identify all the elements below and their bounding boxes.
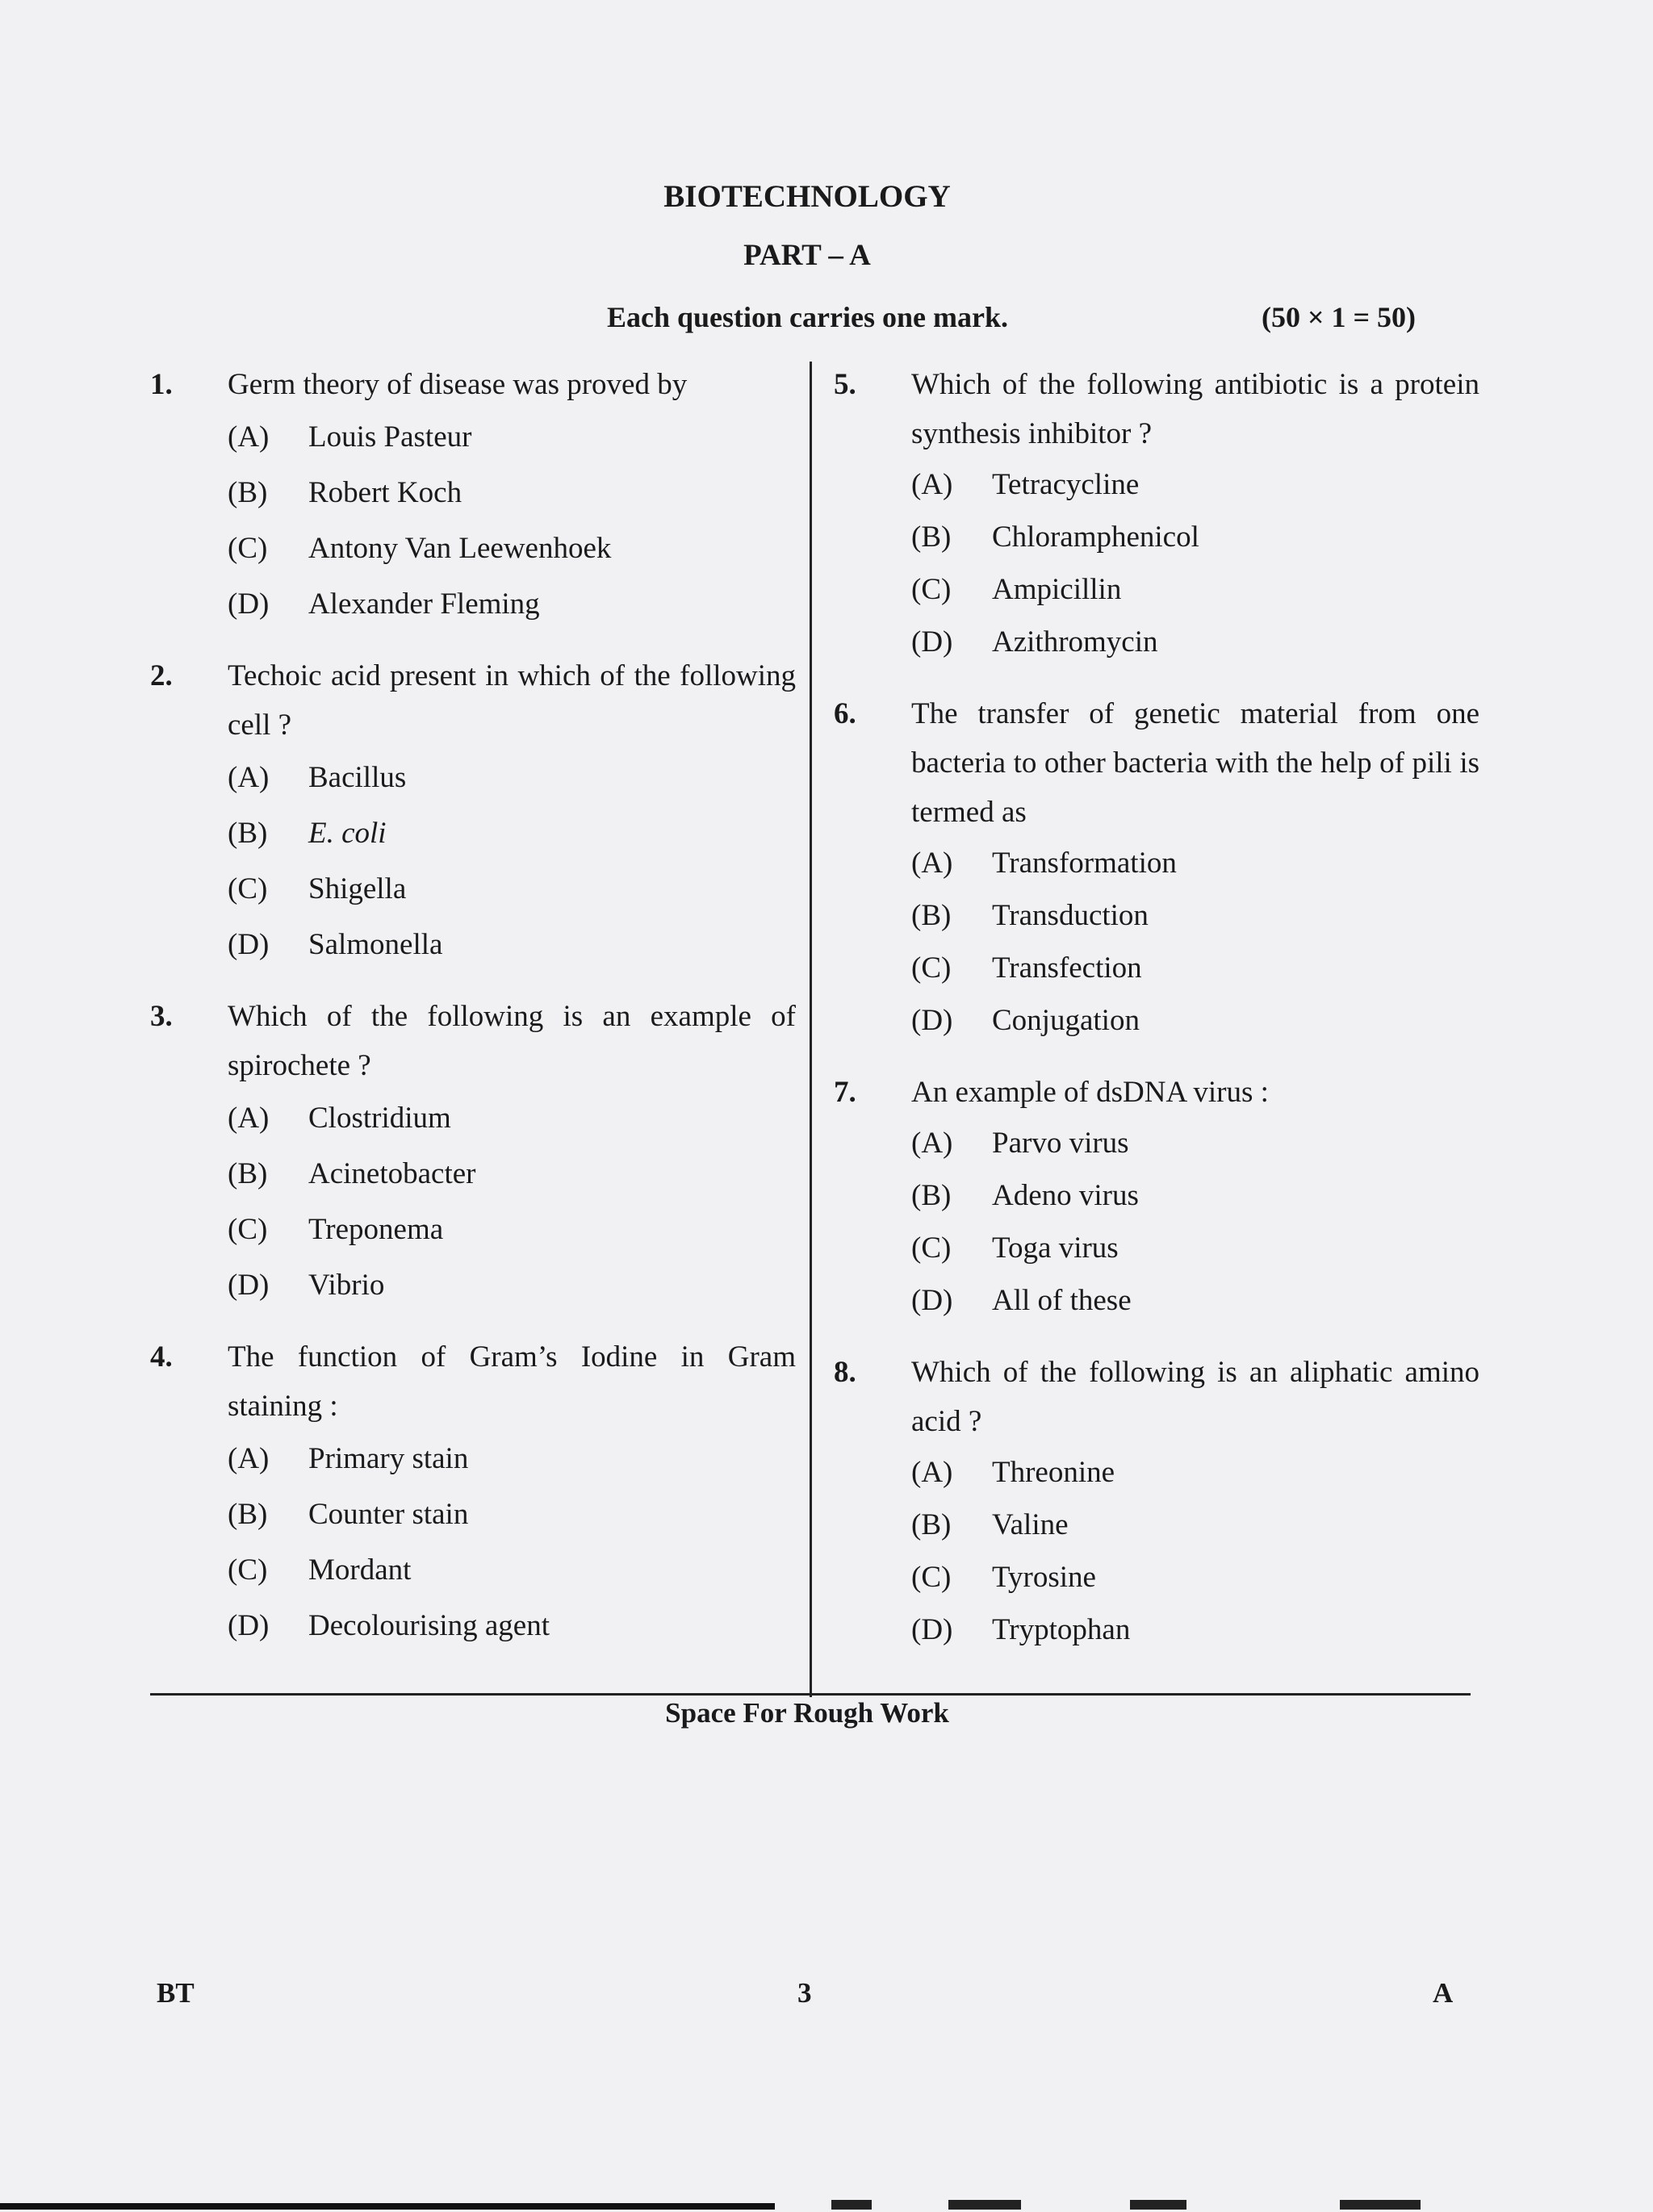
option-list xyxy=(228,1431,796,1654)
question-6 xyxy=(834,689,1479,1047)
bottom-scan-bar xyxy=(0,2203,775,2210)
question-number: 7. xyxy=(834,1076,856,1109)
footer-series: A xyxy=(1433,1977,1454,2009)
question-text: Germ theory of disease was proved by xyxy=(228,368,688,401)
option-list xyxy=(228,750,796,972)
option-list xyxy=(911,837,1479,1047)
right-column xyxy=(834,360,1479,1656)
option-c: (C) Ampicillin xyxy=(911,573,1122,606)
question-7 xyxy=(834,1068,1479,1327)
question-text: Which of the following is an aliphatic amino acid ? xyxy=(911,1356,1479,1438)
option-b: (B) Acinetobacter xyxy=(228,1157,476,1190)
option-a: (A) Transformation xyxy=(911,847,1177,880)
option-c: (C) Shigella xyxy=(228,872,407,905)
option-list xyxy=(911,458,1479,668)
instruction-text: Each question carries one mark. xyxy=(607,301,1008,333)
marks-formula: (50 × 1 = 50) xyxy=(1262,301,1417,333)
subject-title: BIOTECHNOLOGY xyxy=(663,179,951,214)
question-text: An example of dsDNA virus : xyxy=(911,1076,1269,1109)
option-a: (A) Clostridium xyxy=(228,1102,451,1135)
question-number: 5. xyxy=(834,368,856,401)
option-d: (D) Conjugation xyxy=(911,1004,1140,1037)
question-text: Which of the following antibiotic is a protein synthesis inhibitor ? xyxy=(911,368,1479,450)
option-c: (C) Mordant xyxy=(228,1553,412,1587)
option-a: (A) Louis Pasteur xyxy=(228,420,472,454)
question-text: The transfer of genetic material from one bacteria to other bacteria with the help of pili is termed as xyxy=(911,697,1479,829)
option-a: (A) Threonine xyxy=(911,1456,1115,1489)
bottom-scan-mark xyxy=(948,2200,1021,2210)
option-a: (A) Parvo virus xyxy=(911,1127,1129,1160)
option-b: (B) Robert Koch xyxy=(228,476,462,509)
option-a: (A) Tetracycline xyxy=(911,468,1140,501)
question-1 xyxy=(150,360,796,632)
question-2 xyxy=(150,651,796,972)
option-b: (B) E. coli xyxy=(228,817,387,850)
question-4 xyxy=(150,1332,796,1654)
option-list xyxy=(911,1446,1479,1656)
option-d: (D) Tryptophan xyxy=(911,1613,1131,1646)
question-number: 4. xyxy=(150,1340,173,1374)
option-d: (D) Alexander Fleming xyxy=(228,587,540,621)
footer-code: BT xyxy=(157,1977,195,2009)
option-b: (B) Valine xyxy=(911,1508,1069,1541)
option-d: (D) All of these xyxy=(911,1284,1132,1317)
question-5 xyxy=(834,360,1479,668)
option-b: (B) Transduction xyxy=(911,899,1149,932)
option-list xyxy=(228,1090,796,1313)
option-d: (D) Decolourising agent xyxy=(228,1609,550,1642)
question-number: 2. xyxy=(150,659,173,692)
question-text: Techoic acid present in which of the following cell ? xyxy=(228,659,796,742)
option-c: (C) Tyrosine xyxy=(911,1561,1096,1594)
option-list xyxy=(228,409,796,632)
rough-work-label: Space For Rough Work xyxy=(665,1697,949,1729)
bottom-scan-mark xyxy=(1130,2200,1186,2210)
left-column xyxy=(150,360,796,1654)
option-c: (C) Transfection xyxy=(911,951,1142,985)
bottom-scan-mark xyxy=(1340,2200,1421,2210)
option-b: (B) Adeno virus xyxy=(911,1179,1139,1212)
page-number: 3 xyxy=(797,1977,812,2009)
option-c: (C) Antony Van Leewenhoek xyxy=(228,532,612,565)
option-a: (A) Primary stain xyxy=(228,1442,469,1475)
option-d: (D) Azithromycin xyxy=(911,625,1158,659)
option-d: (D) Salmonella xyxy=(228,928,443,961)
option-c: (C) Toga virus xyxy=(911,1231,1119,1265)
question-number: 6. xyxy=(834,697,856,730)
column-divider xyxy=(810,362,812,1697)
option-c: (C) Treponema xyxy=(228,1213,444,1246)
question-number: 3. xyxy=(150,1000,173,1033)
question-text: The function of Gram’s Iodine in Gram staining : xyxy=(228,1340,796,1423)
question-number: 8. xyxy=(834,1356,856,1389)
question-8 xyxy=(834,1348,1479,1656)
question-text: Which of the following is an example of spirochete ? xyxy=(228,1000,796,1082)
option-b: (B) Chloramphenicol xyxy=(911,521,1199,554)
option-d: (D) Vibrio xyxy=(228,1269,385,1302)
question-3 xyxy=(150,992,796,1313)
question-number: 1. xyxy=(150,368,173,401)
option-a: (A) Bacillus xyxy=(228,761,407,794)
option-list xyxy=(911,1117,1479,1327)
part-heading: PART – A xyxy=(743,239,871,272)
bottom-scan-mark xyxy=(831,2200,872,2210)
rough-work-divider xyxy=(150,1693,1471,1696)
option-b: (B) Counter stain xyxy=(228,1498,469,1531)
